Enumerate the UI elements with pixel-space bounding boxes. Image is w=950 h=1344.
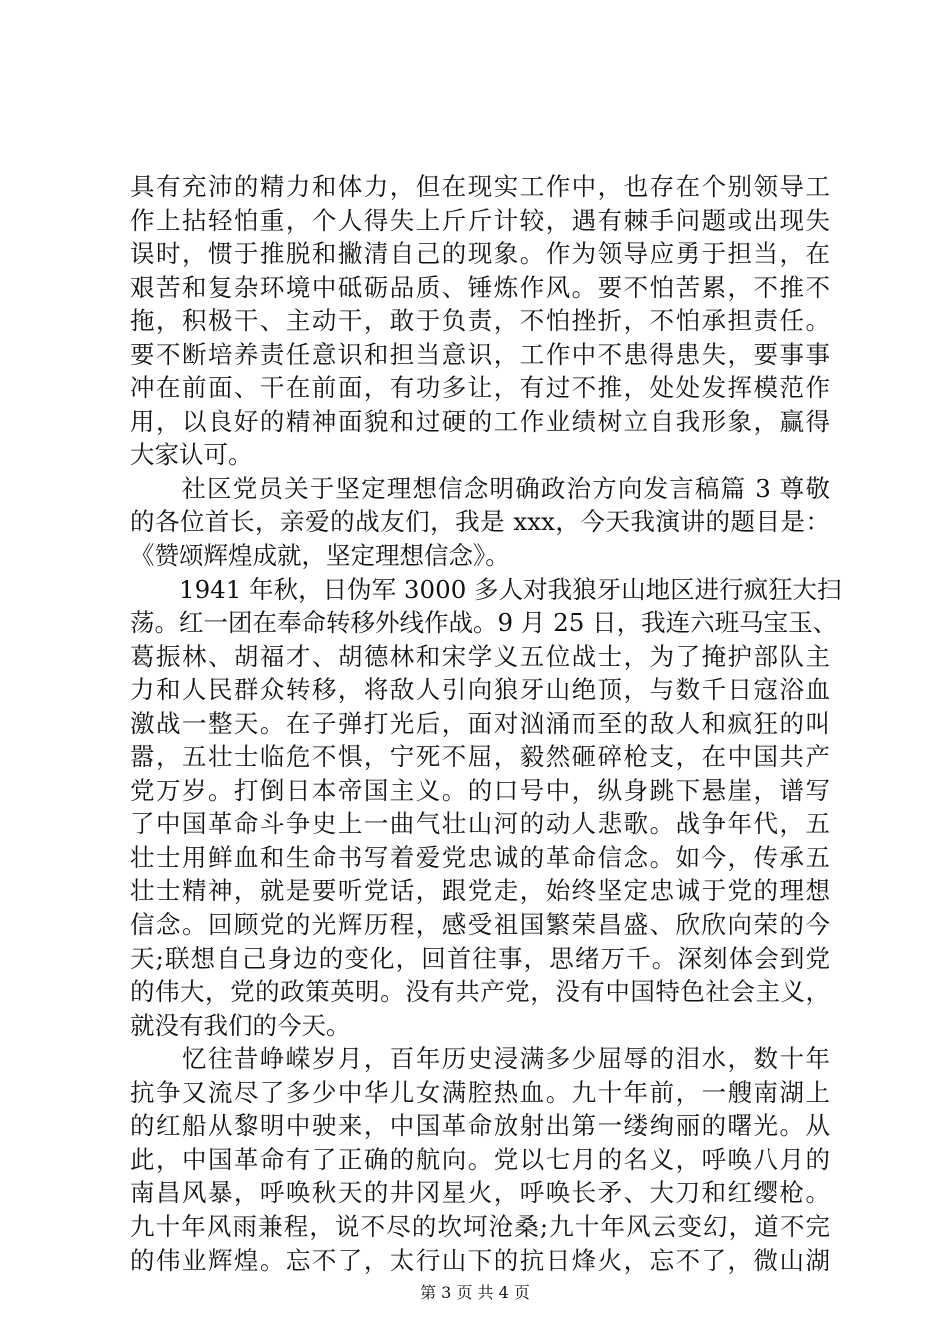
text-line: 艰苦和复杂环境中砥砺品质、锤炼作风。要不怕苦累，不推不: [130, 272, 830, 302]
text-line: 的伟大，党的政策英明。没有共产党，没有中国特色社会主义，: [130, 977, 830, 1007]
text-line: 抗争又流尽了多少中华儿女满腔热血。九十年前，一艘南湖上: [130, 1077, 830, 1107]
text-line: 壮士精神，就是要听党话，跟党走，始终坚定忠诚于党的理想: [130, 876, 830, 906]
text-line: 忆往昔峥嵘岁月，百年历史浸满多少屈辱的泪水，数十年: [130, 1044, 830, 1074]
text-line: 拖，积极干、主动干，敢于负责，不怕挫折，不怕承担责任。: [130, 306, 830, 336]
text-line: 1941 年秋，日伪军 3000 多人对我狼牙山地区进行疯狂大扫: [130, 574, 842, 604]
text-line: 党万岁。打倒日本帝国主义。的口号中，纵身跳下悬崖，谱写: [130, 775, 830, 805]
text-line: 《赞颂辉煌成就，坚定理想信念》。: [130, 541, 510, 571]
text-line: 作上拈轻怕重，个人得失上斤斤计较，遇有棘手问题或出现失: [130, 205, 830, 235]
text-line: 社区党员关于坚定理想信念明确政治方向发言稿篇 3 尊敬: [130, 473, 830, 503]
text-line: 九十年风雨兼程，说不尽的坎坷沧桑;九十年风云变幻，道不完: [130, 1211, 830, 1241]
text-line: 的红船从黎明中驶来，中国革命放射出第一缕绚丽的曙光。从: [130, 1111, 830, 1141]
text-line: 力和人民群众转移，将敌人引向狼牙山绝顶，与数千日寇浴血: [130, 675, 830, 705]
text-line: 信念。回顾党的光辉历程，感受祖国繁荣昌盛、欣欣向荣的今: [130, 910, 830, 940]
text-line: 具有充沛的精力和体力，但在现实工作中，也存在个别领导工: [130, 172, 830, 201]
text-line: 的伟业辉煌。忘不了，太行山下的抗日烽火，忘不了，微山湖: [130, 1245, 830, 1275]
text-line: 用，以良好的精神面貌和过硬的工作业绩树立自我形象，赢得: [130, 406, 830, 436]
text-line: 此，中国革命有了正确的航向。党以七月的名义，呼唤八月的: [130, 1144, 830, 1174]
text-line: 天;联想自己身边的变化，回首往事，思绪万千。深刻体会到党: [130, 943, 830, 973]
text-line: 激战一整天。在子弹打光后，面对汹涌而至的敌人和疯狂的叫: [130, 708, 830, 738]
text-line: 葛振林、胡福才、胡德林和宋学义五位战士，为了掩护部队主: [130, 641, 830, 671]
text-line: 了中国革命斗争史上一曲气壮山河的动人悲歌。战争年代，五: [130, 809, 830, 839]
text-line: 嚣，五壮士临危不惧，宁死不屈，毅然砸碎枪支，在中国共产: [130, 742, 830, 772]
text-line: 的各位首长，亲爱的战友们，我是 xxx，今天我演讲的题目是：: [130, 507, 830, 537]
text-line: 冲在前面、干在前面，有功多让，有过不推，处处发挥模范作: [130, 373, 830, 403]
text-line: 要不断培养责任意识和担当意识，工作中不患得患失，要事事: [130, 339, 830, 369]
text-line: 南昌风暴，呼唤秋天的井冈星火，呼唤长矛、大刀和红缨枪。: [130, 1178, 830, 1208]
text-line: 大家认可。: [130, 440, 253, 470]
text-line: 误时，惯于推脱和撇清自己的现象。作为领导应勇于担当，在: [130, 239, 830, 269]
page-footer: 第 3 页 共 4 页: [420, 1283, 530, 1302]
body-text: [130, 170, 842, 1277]
text-line: 荡。红一团在奉命转移外线作战。9 月 25 日，我连六班马宝玉、: [130, 608, 838, 638]
text-line: 就没有我们的今天。: [130, 1010, 351, 1040]
text-line: 壮士用鲜血和生命书写着爱党忠诚的革命信念。如今，传承五: [130, 842, 830, 872]
